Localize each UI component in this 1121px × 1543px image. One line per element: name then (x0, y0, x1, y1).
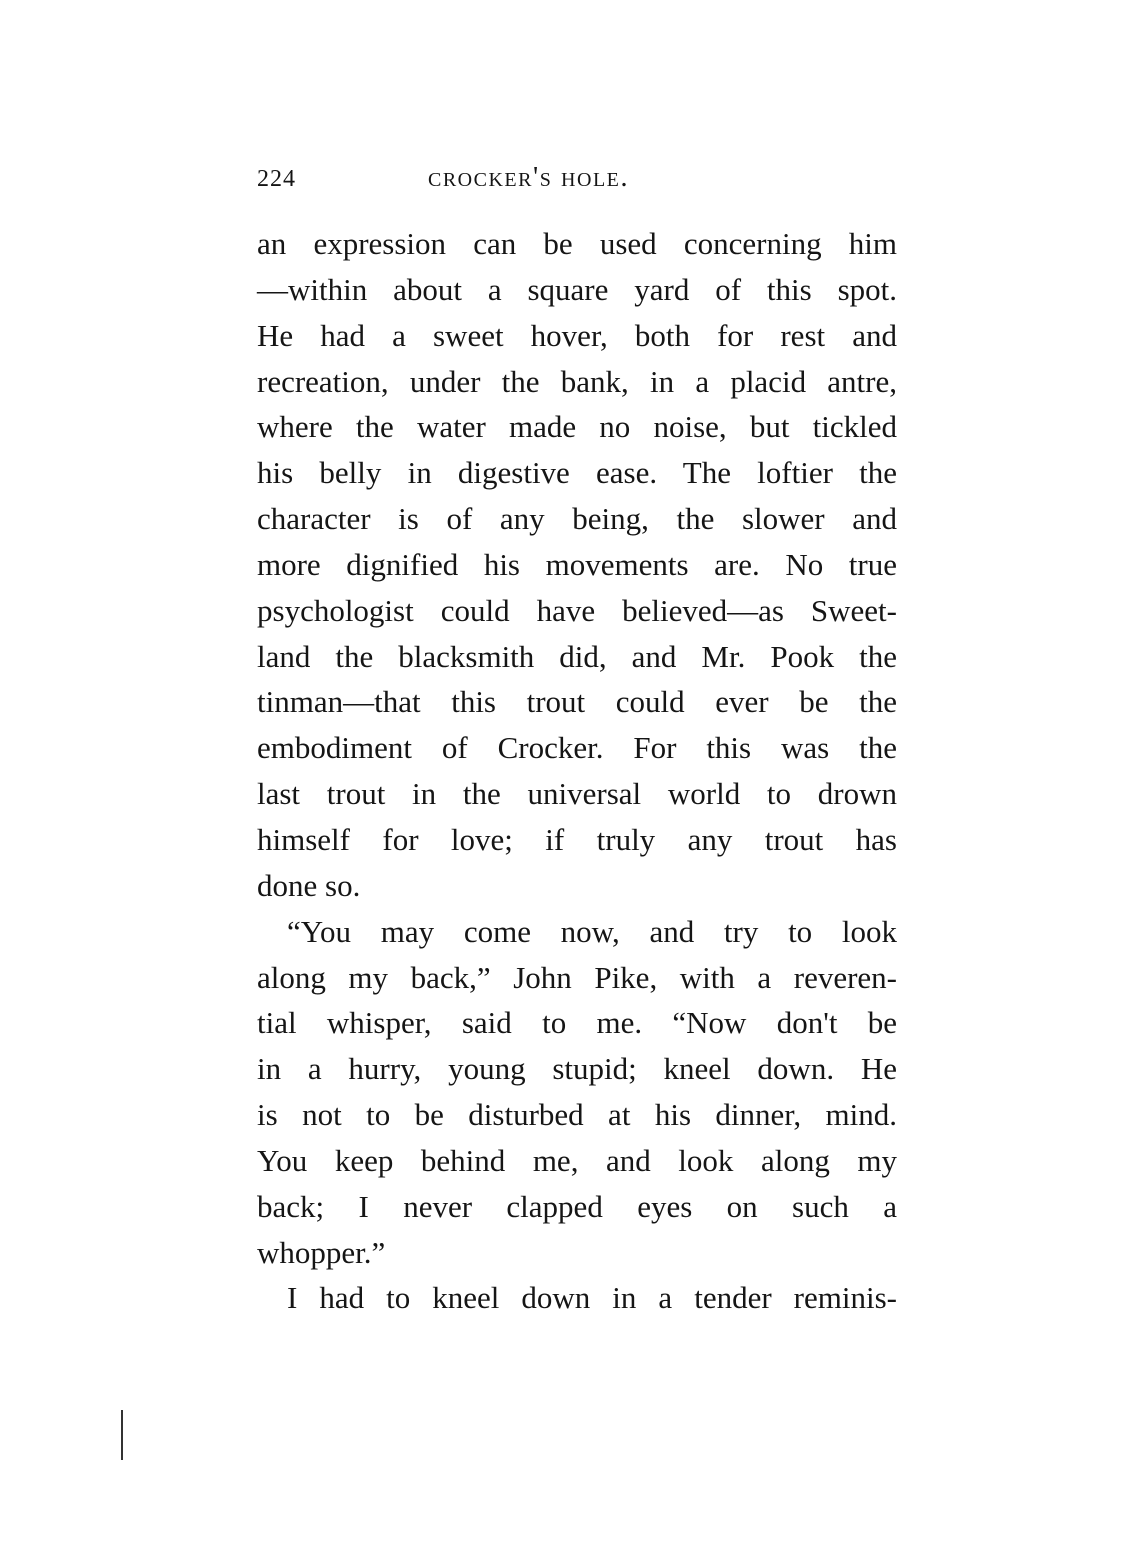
text-line: an expression can be used concerning him (257, 226, 897, 261)
text-line: recreation, under the bank, in a placid antre, (257, 363, 897, 399)
text-line: I had to kneel down in a tender reminis- (287, 1280, 897, 1316)
text-line: You keep behind me, and look along my (257, 1142, 897, 1178)
text-line: along my back,” John Pike, with a reveren- (257, 959, 897, 995)
text-line: tial whisper, said to me. “Now don't be (257, 1005, 897, 1041)
text-line: where the water made no noise, but tickled (257, 409, 897, 445)
text-line: tinman—that this trout could ever be the (257, 684, 897, 720)
text-line: character is of any being, the slower and (257, 501, 897, 537)
text-line: —within about a square yard of this spot. (257, 271, 897, 307)
text-line: is not to be disturbed at his dinner, mind. (257, 1097, 897, 1133)
text-line: himself for love; if truly any trout has (257, 821, 897, 857)
text-line: back; I never clapped eyes on such a (257, 1188, 897, 1224)
text-line: done so. (257, 867, 361, 903)
text-line: his belly in digestive ease. The loftier the (257, 455, 897, 491)
text-line: embodiment of Crocker. For this was the (257, 730, 897, 766)
text-line: whopper.” (257, 1234, 386, 1270)
running-head (257, 161, 897, 200)
text-line: land the blacksmith did, and Mr. Pook the (257, 638, 897, 674)
text-line: in a hurry, young stupid; kneel down. He (257, 1051, 897, 1087)
margin-mark (121, 1410, 123, 1460)
text-line: last trout in the universal world to drown (257, 776, 897, 812)
body-text (257, 221, 897, 1321)
text-line: psychologist could have believed—as Sweet- (257, 592, 897, 628)
text-line: “You may come now, and try to look (287, 913, 897, 949)
running-title: crocker's hole. (428, 161, 630, 193)
text-line: more dignified his movements are. No true (257, 546, 897, 582)
text-line: He had a sweet hover, both for rest and (257, 317, 897, 353)
page-number: 224 (257, 166, 296, 192)
